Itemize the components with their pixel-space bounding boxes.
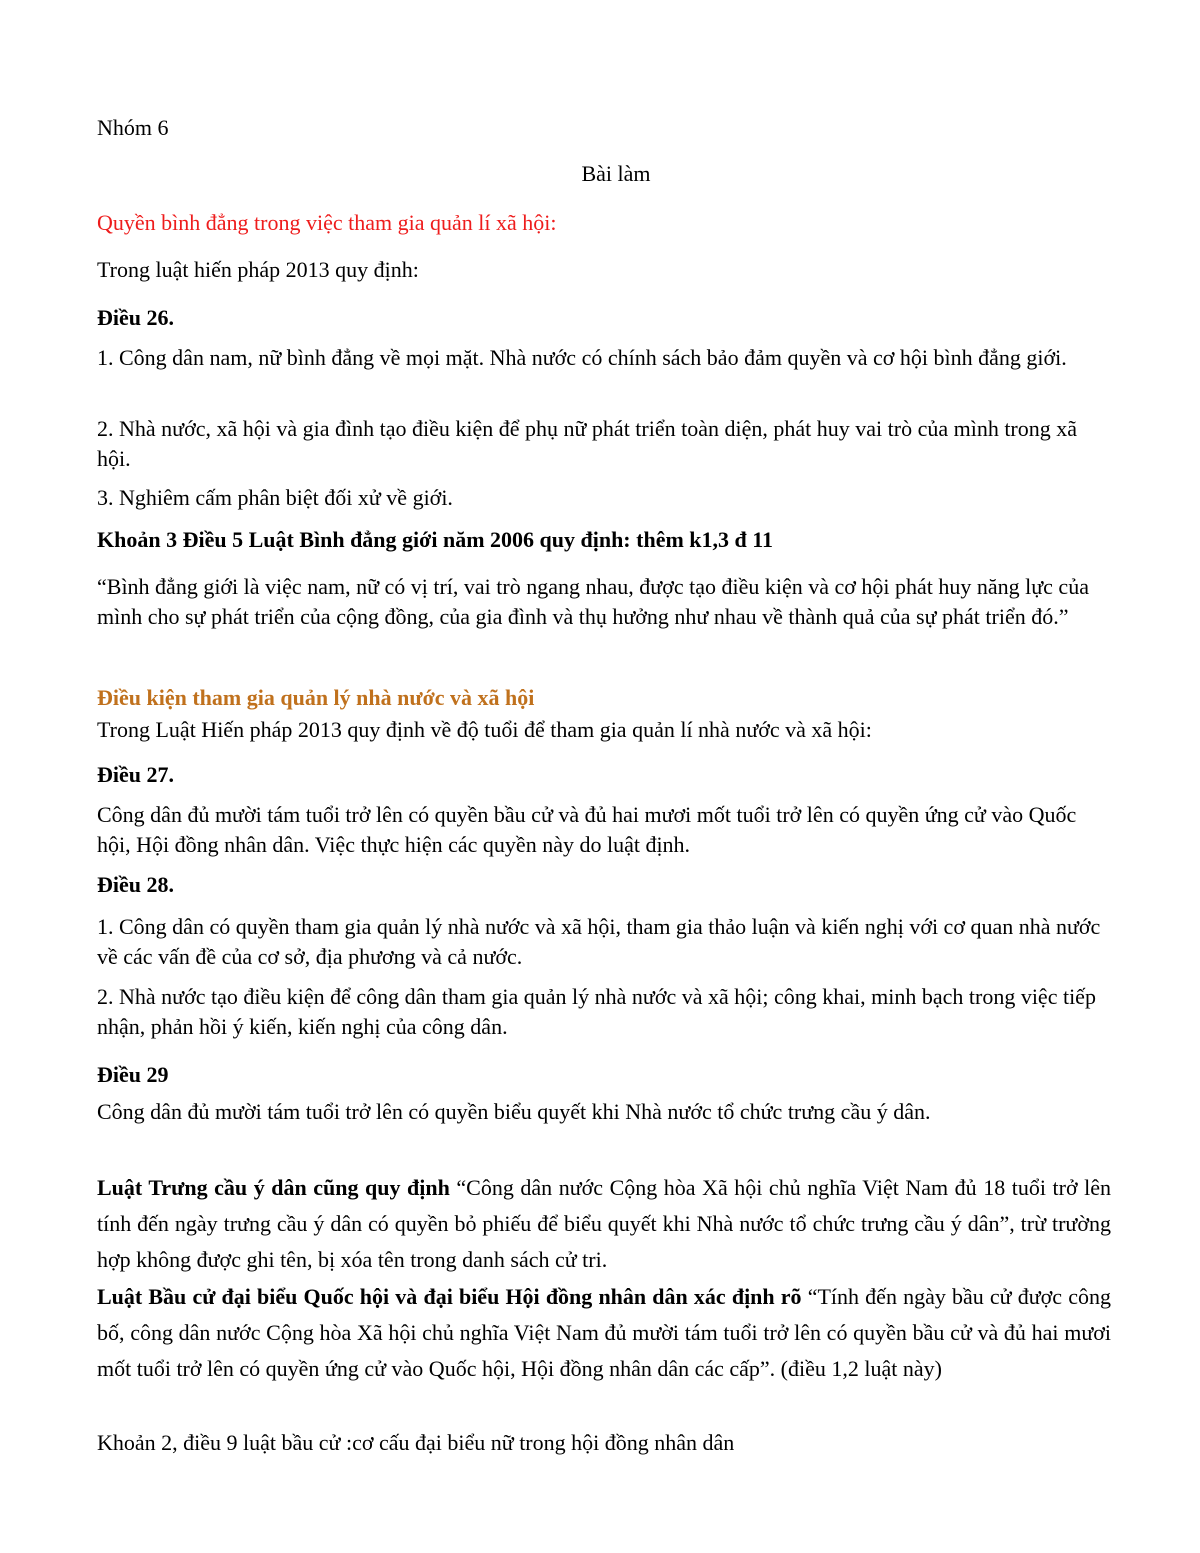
gender-equality-quote: “Bình đẳng giới là việc nam, nữ có vị trí, vai trò ngang nhau, được tạo điều kiện và cơ hội phát huy năng lực của mình cho sự phát triển của cộng đồng, của gia đình và thụ hưởng như nhau về thành quả của sự phát triển đó.” (97, 574, 1089, 629)
referendum-law-name: Luật Trưng cầu ý dân cũng quy định (97, 1175, 450, 1200)
election-law-name: Luật Bầu cử đại biểu Quốc hội và đại biểu Hội đồng nhân dân xác định rõ (97, 1284, 802, 1309)
heading-participation-conditions: Điều kiện tham gia quản lý nhà nước và xã hội (97, 685, 535, 710)
article-29-title: Điều 29 (97, 1062, 169, 1087)
intro-age-requirements: Trong Luật Hiến pháp 2013 quy định về độ tuổi để tham gia quản lí nhà nước và xã hội: (97, 717, 872, 742)
article-26-clause-2: 2. Nhà nước, xã hội và gia đình tạo điều kiện để phụ nữ phát triển toàn diện, phát huy vai trò của mình trong xã hội. (97, 416, 1078, 471)
document-title: Bài làm (581, 161, 651, 186)
article-28-clause-1: 1. Công dân có quyền tham gia quản lý nhà nước và xã hội, tham gia thảo luận và kiến nghị với cơ quan nhà nước về các vấn đề của cơ sở, địa phương và cả nước. (97, 914, 1101, 969)
referendum-law-paragraph (97, 1170, 1111, 1278)
intro-constitution: Trong luật hiến pháp 2013 quy định: (97, 257, 419, 282)
election-law-quote: “Tính đến ngày bầu cử được công bố, công dân nước Cộng hòa Xã hội chủ nghĩa Việt Nam đủ mười tám tuổi trở lên có quyền bầu cử và đủ hai mươi mốt tuổi trở lên có quyền ứng cử vào Quốc hội, Hội đồng nhân dân các cấp”. (điều 1,2 luật này) (97, 1284, 1111, 1381)
group-label: Nhóm 6 (97, 115, 169, 140)
article-29-text: Công dân đủ mười tám tuổi trở lên có quyền biểu quyết khi Nhà nước tổ chức trưng cầu ý dân. (97, 1099, 931, 1124)
heading-equal-rights: Quyền bình đẳng trong việc tham gia quản lí xã hội: (97, 210, 557, 235)
article-27-text: Công dân đủ mười tám tuổi trở lên có quyền bầu cử và đủ hai mươi mốt tuổi trở lên có quyền ứng cử vào Quốc hội, Hội đồng nhân dân. Việc thực hiện các quyền này do luật định. (97, 802, 1077, 857)
article-26-clause-3: 3. Nghiêm cấm phân biệt đối xử về giới. (97, 485, 453, 510)
article-27-title: Điều 27. (97, 762, 174, 787)
article-28-title: Điều 28. (97, 872, 174, 897)
election-law-paragraph (97, 1279, 1111, 1387)
article-28-clause-2: 2. Nhà nước tạo điều kiện để công dân tham gia quản lý nhà nước và xã hội; công khai, minh bạch trong việc tiếp nhận, phản hồi ý kiến, kiến nghị của công dân. (97, 984, 1096, 1039)
gender-equality-law-title: Khoản 3 Điều 5 Luật Bình đẳng giới năm 2006 quy định: thêm k1,3 đ 11 (97, 527, 774, 552)
referendum-law-quote: “Công dân nước Cộng hòa Xã hội chủ nghĩa Việt Nam đủ 18 tuổi trở lên tính đến ngày trưng cầu ý dân có quyền bỏ phiếu để biểu quyết khi Nhà nước tổ chức trưng cầu ý dân”, trừ trường hợp không được ghi tên, bị xóa tên trong danh sách cử tri. (97, 1175, 1112, 1272)
article-26-clause-1: 1. Công dân nam, nữ bình đẳng về mọi mặt. Nhà nước có chính sách bảo đảm quyền và cơ hội bình đẳng giới. (97, 345, 1067, 370)
election-law-clause-2: Khoản 2, điều 9 luật bầu cử :cơ cấu đại biểu nữ trong hội đồng nhân dân (97, 1430, 735, 1455)
article-26-title: Điều 26. (97, 305, 174, 330)
